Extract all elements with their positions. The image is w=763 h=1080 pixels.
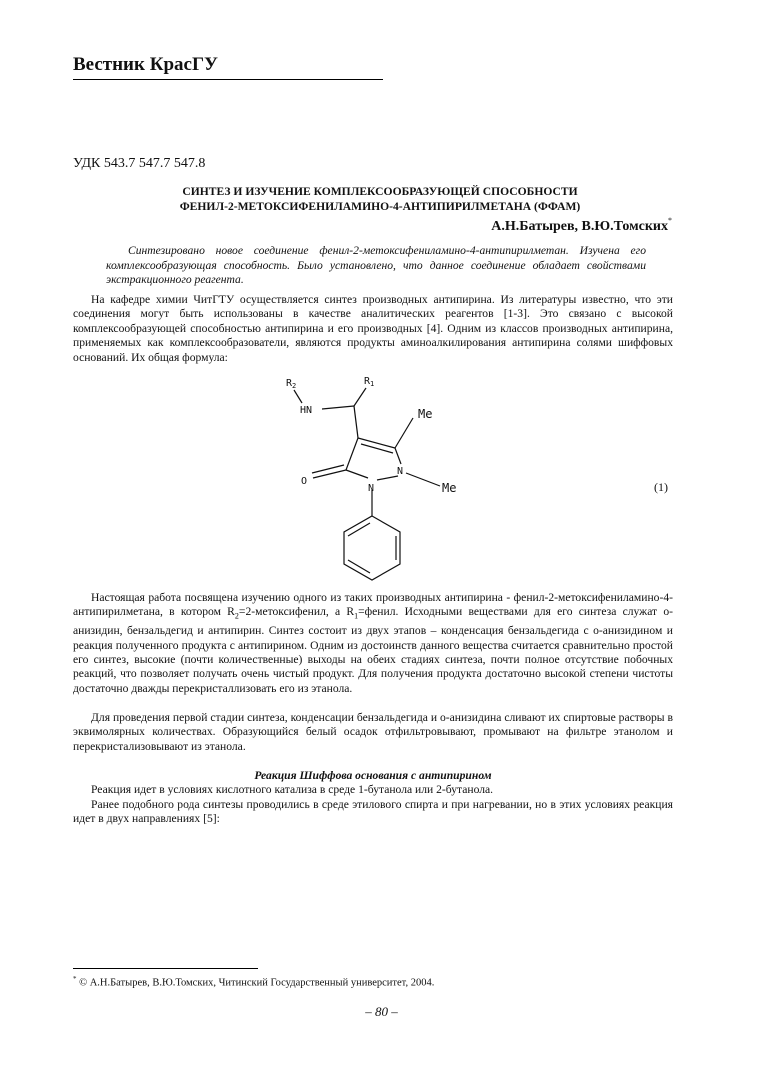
title-line-2: ФЕНИЛ-2-МЕТОКСИФЕНИЛАМИНО-4-АНТИПИРИЛМЕТАНА (ФФАМ) [179,200,581,213]
label-n1: N [368,483,375,494]
structural-formula [280,368,500,588]
udc-code: УДК 543.7 547.7 547.8 [73,156,206,171]
equation-number: (1) [654,480,668,494]
paragraph-present-work: Настоящая работа посвящена изучению одного из таких производных антипирина - фенил-2-метоксифениламино-4-антипирилметана, в котором $R_2=2$-метоксифенил, а $R_1=фенил$. Исходными веществами для его синтеза служат о-анизидин, бензальдегид и антипирин. Синтез состоит из двух этапов – конденсация бензальдегида с о-анизидином и реакция полученного продукта с антипирином. Одним из достоинств данного вещества считается сравнительно простой его синтез, высокие (почти количественные) выходы на обеих стадиях синтеза, почти полное отсутствие побочных реакций, что позволяет получать очень чистый продукт. Для получения продукта достаточно высокой степени чистоты достаточно дважды перекристаллизовать его из этанола. [73,591,673,695]
label-hn: HN [300,405,313,416]
paragraph-first-stage: Для проведения первой стадии синтеза, конденсации бензальдегида и о-анизидина сливают их спиртовые растворы в эквимолярных количествах. Образующийся белый осадок отфильтровывают, промывают на фильтре этанолом и перекристализовывают из этанола. [73,711,673,753]
footnote-divider [73,968,258,969]
author-names: А.Н.Батырев, В.Ю.Томских [491,219,668,234]
label-n2: N [397,466,404,477]
page-number: – 80 – [365,1004,398,1019]
paragraph-reaction-conditions: Реакция идет в условиях кислотного катализа в среде 1-бутанола или 2-бутанола. [91,783,494,796]
abstract: Синтезировано новое соединение фенил-2-метоксифениламино-4-антипирилметан. Изучена его комплексообразующая способность. Было установлено, что данное соединение обладает свойствами экстракционного реагента. [106,244,646,287]
journal-title: Вестник КрасГУ [73,54,219,75]
authors [491,216,672,235]
footnote: * © А.Н.Батырев, В.Ю.Томских, Читинский Государственный университет, 2004. [73,975,435,989]
label-me-right: Me [442,481,457,495]
author-footnote-mark: * [668,216,672,225]
header-divider [73,79,383,80]
title-line-1: СИНТЕЗ И ИЗУЧЕНИЕ КОМПЛЕКСООБРАЗУЮЩЕЙ СПОСОБНОСТИ [182,185,578,198]
label-r2: $R_2$ [286,378,297,390]
label-me-top: Me [418,407,433,421]
section-subheading: Реакция Шиффова основания с антипирином [254,769,492,782]
label-r1: $R_1$ [364,376,375,388]
article-title [90,184,670,214]
paragraph-intro: На кафедре химии ЧитГТУ осуществляется синтез производных антипирина. Из литературы известно, что эти соединения могут быть использованы в качестве аналитических реагентов [1-3]. Это связано с высокой комплексообразующей способностью антипирина и его производных [4]. Одним из классов производных антипирина, применяемых как комплексообразователи, являются продукты аминоалкилирования антипирина солями шиффовых оснований. Их общая формула: [73,293,673,364]
paragraph-two-directions: Ранее подобного рода синтезы проводились в среде этилового спирта и при нагревании, но в этих условиях реакция идет в двух направлениях [5]: [73,798,673,826]
label-oxygen: O [301,476,308,487]
